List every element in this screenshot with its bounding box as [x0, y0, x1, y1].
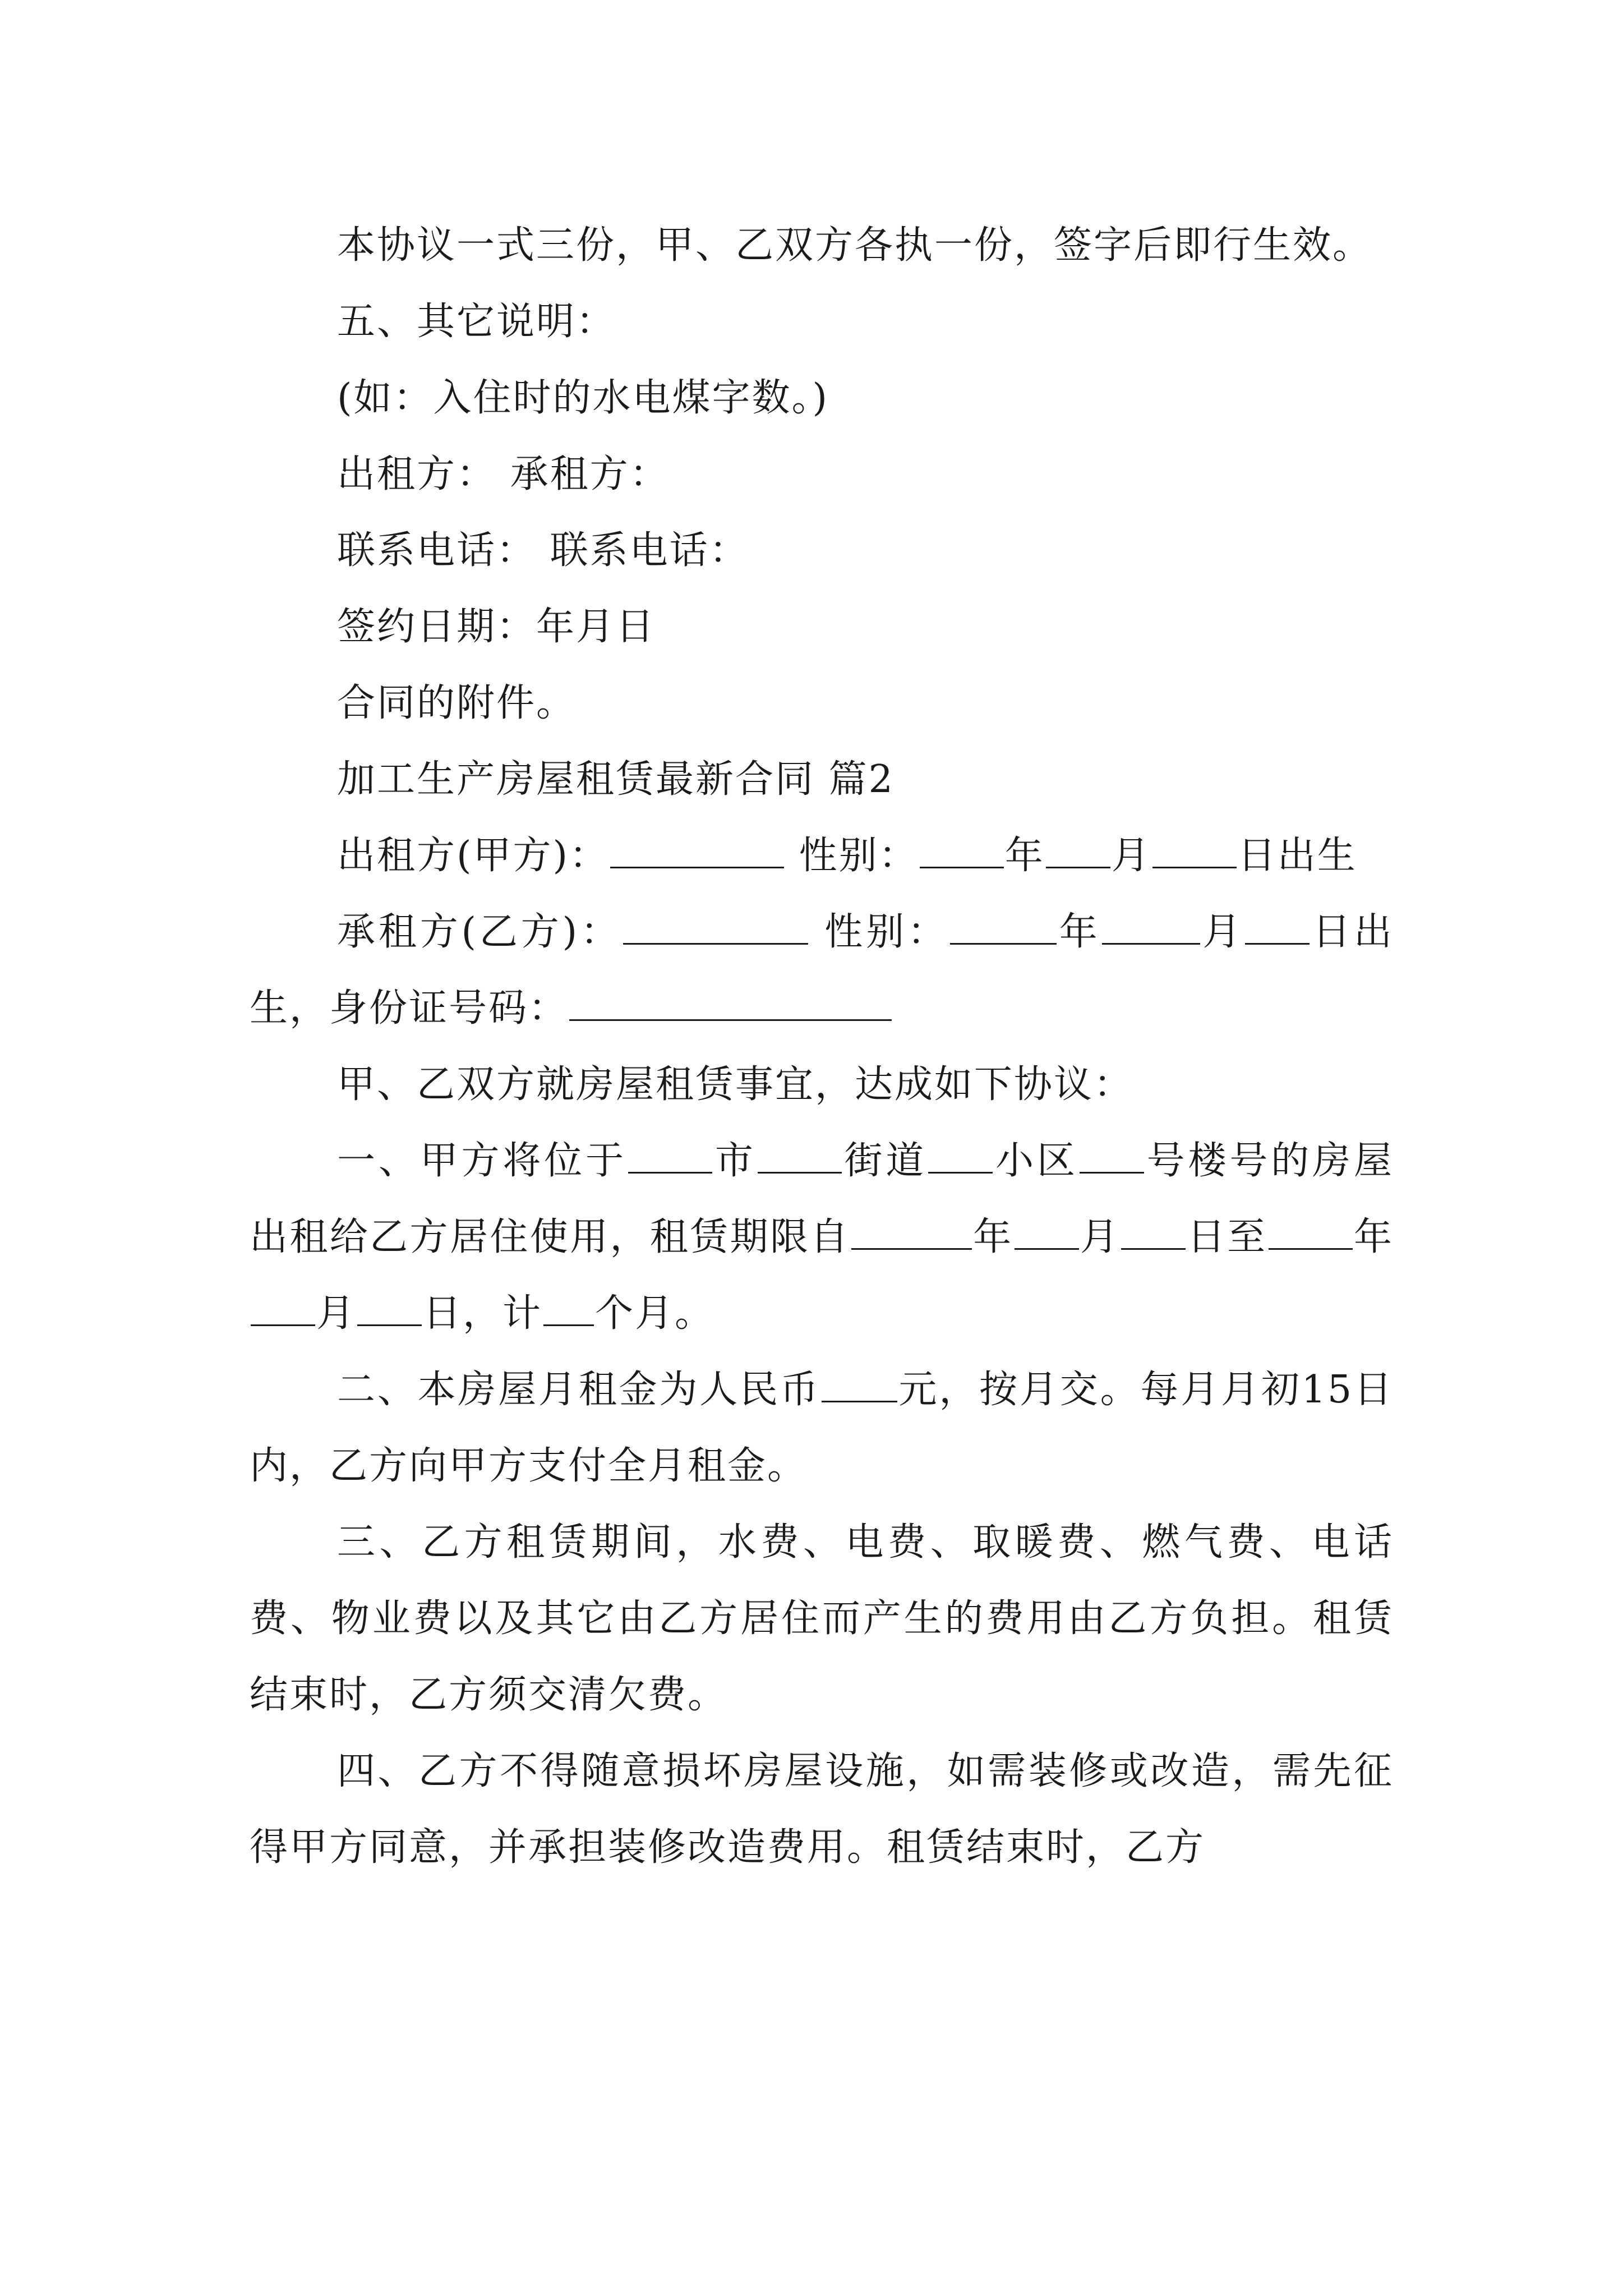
text-run: 年	[1353, 1215, 1394, 1259]
text-run: 性别：	[785, 834, 919, 878]
text-run: 二、本房屋月租金为人民币	[337, 1368, 820, 1412]
paragraph-clause-3: 三、乙方租赁期间，水费、电费、取暖费、燃气费、电话费、物业费以及其它由乙方居住而产生的费用由乙方负担。租赁结束时，乙方须交清欠费。	[250, 1520, 1394, 1717]
blank-field	[1102, 909, 1200, 945]
blank-field	[251, 1291, 315, 1326]
paragraph-agreement-intro: 甲、乙双方就房屋租赁事宜，达成如下协议：	[337, 1062, 1134, 1107]
text-run: 年	[1004, 834, 1045, 878]
text-run: 月	[1201, 910, 1244, 954]
text-run: 一、甲方将位于	[337, 1139, 627, 1183]
text-run: 月	[1080, 1215, 1121, 1259]
paragraph-other-notes-heading: 五、其它说明：	[337, 300, 616, 344]
blank-field	[628, 1138, 712, 1174]
text-run: 月	[1111, 834, 1151, 878]
blank-field	[1080, 1138, 1144, 1174]
paragraph-clause-1	[250, 1123, 1394, 1352]
document-body	[250, 208, 1394, 1886]
paragraph-copies: 本协议一式三份，甲、乙双方各执一份，签字后即行生效。	[337, 223, 1373, 268]
paragraph-parties: 出租方： 承租方：	[337, 452, 670, 496]
paragraph-lessor-info	[250, 818, 1394, 894]
text-run: 年	[1057, 910, 1101, 954]
blank-field	[1046, 833, 1110, 868]
paragraph-example-note: (如：入住时的水电煤字数。)	[337, 376, 829, 420]
text-run: 出租方(甲方)：	[337, 834, 610, 878]
text-run: 日出生，身份证号码：	[250, 910, 1394, 1030]
blank-field	[920, 833, 1004, 868]
text-run: 日，计	[423, 1291, 543, 1336]
paragraph-sign-date: 签约日期：年月日	[337, 605, 656, 649]
text-run: 年	[972, 1215, 1013, 1259]
text-run: 日至	[1187, 1215, 1267, 1259]
blank-field	[822, 1367, 897, 1402]
text-run: 小区	[994, 1139, 1078, 1183]
blank-field	[1245, 909, 1310, 945]
paragraph-phones: 联系电话： 联系电话：	[337, 528, 749, 573]
blank-field	[950, 909, 1057, 945]
text-run: 承租方(乙方)：	[337, 910, 622, 954]
paragraph-lessee-info	[250, 894, 1394, 1047]
text-run: 日出生	[1237, 834, 1357, 878]
blank-field	[610, 833, 784, 868]
blank-field	[1015, 1214, 1079, 1250]
paragraph-clause-4: 四、乙方不得随意损坏房屋设施，如需装修或改造，需先征得甲方同意，并承担装修改造费用。租赁结束时，乙方	[250, 1749, 1394, 1870]
text-run: 街道	[842, 1139, 928, 1183]
text-run: 元，按月交。每月月初15日内，乙方向甲方支付全月租金。	[250, 1368, 1394, 1488]
blank-field	[1121, 1214, 1186, 1250]
text-run: 号楼号的房屋出租给乙方居住使用，租赁期限自	[250, 1139, 1394, 1259]
text-run: 个月。	[595, 1291, 715, 1336]
blank-field	[758, 1138, 842, 1174]
blank-field	[1152, 833, 1237, 868]
text-run: 性别：	[809, 910, 949, 954]
blank-field	[1269, 1214, 1353, 1250]
text-run: 市	[713, 1139, 757, 1183]
paragraph-attachments: 合同的附件。	[337, 681, 577, 725]
paragraph-clause-2	[250, 1352, 1394, 1504]
blank-field	[543, 1291, 594, 1326]
blank-field	[357, 1291, 422, 1326]
blank-field	[623, 909, 808, 945]
blank-field	[851, 1214, 972, 1250]
text-run: 月	[316, 1291, 357, 1336]
blank-field	[928, 1138, 993, 1174]
blank-field	[569, 986, 892, 1021]
section-title: 加工生产房屋租赁最新合同 篇2	[337, 757, 895, 802]
